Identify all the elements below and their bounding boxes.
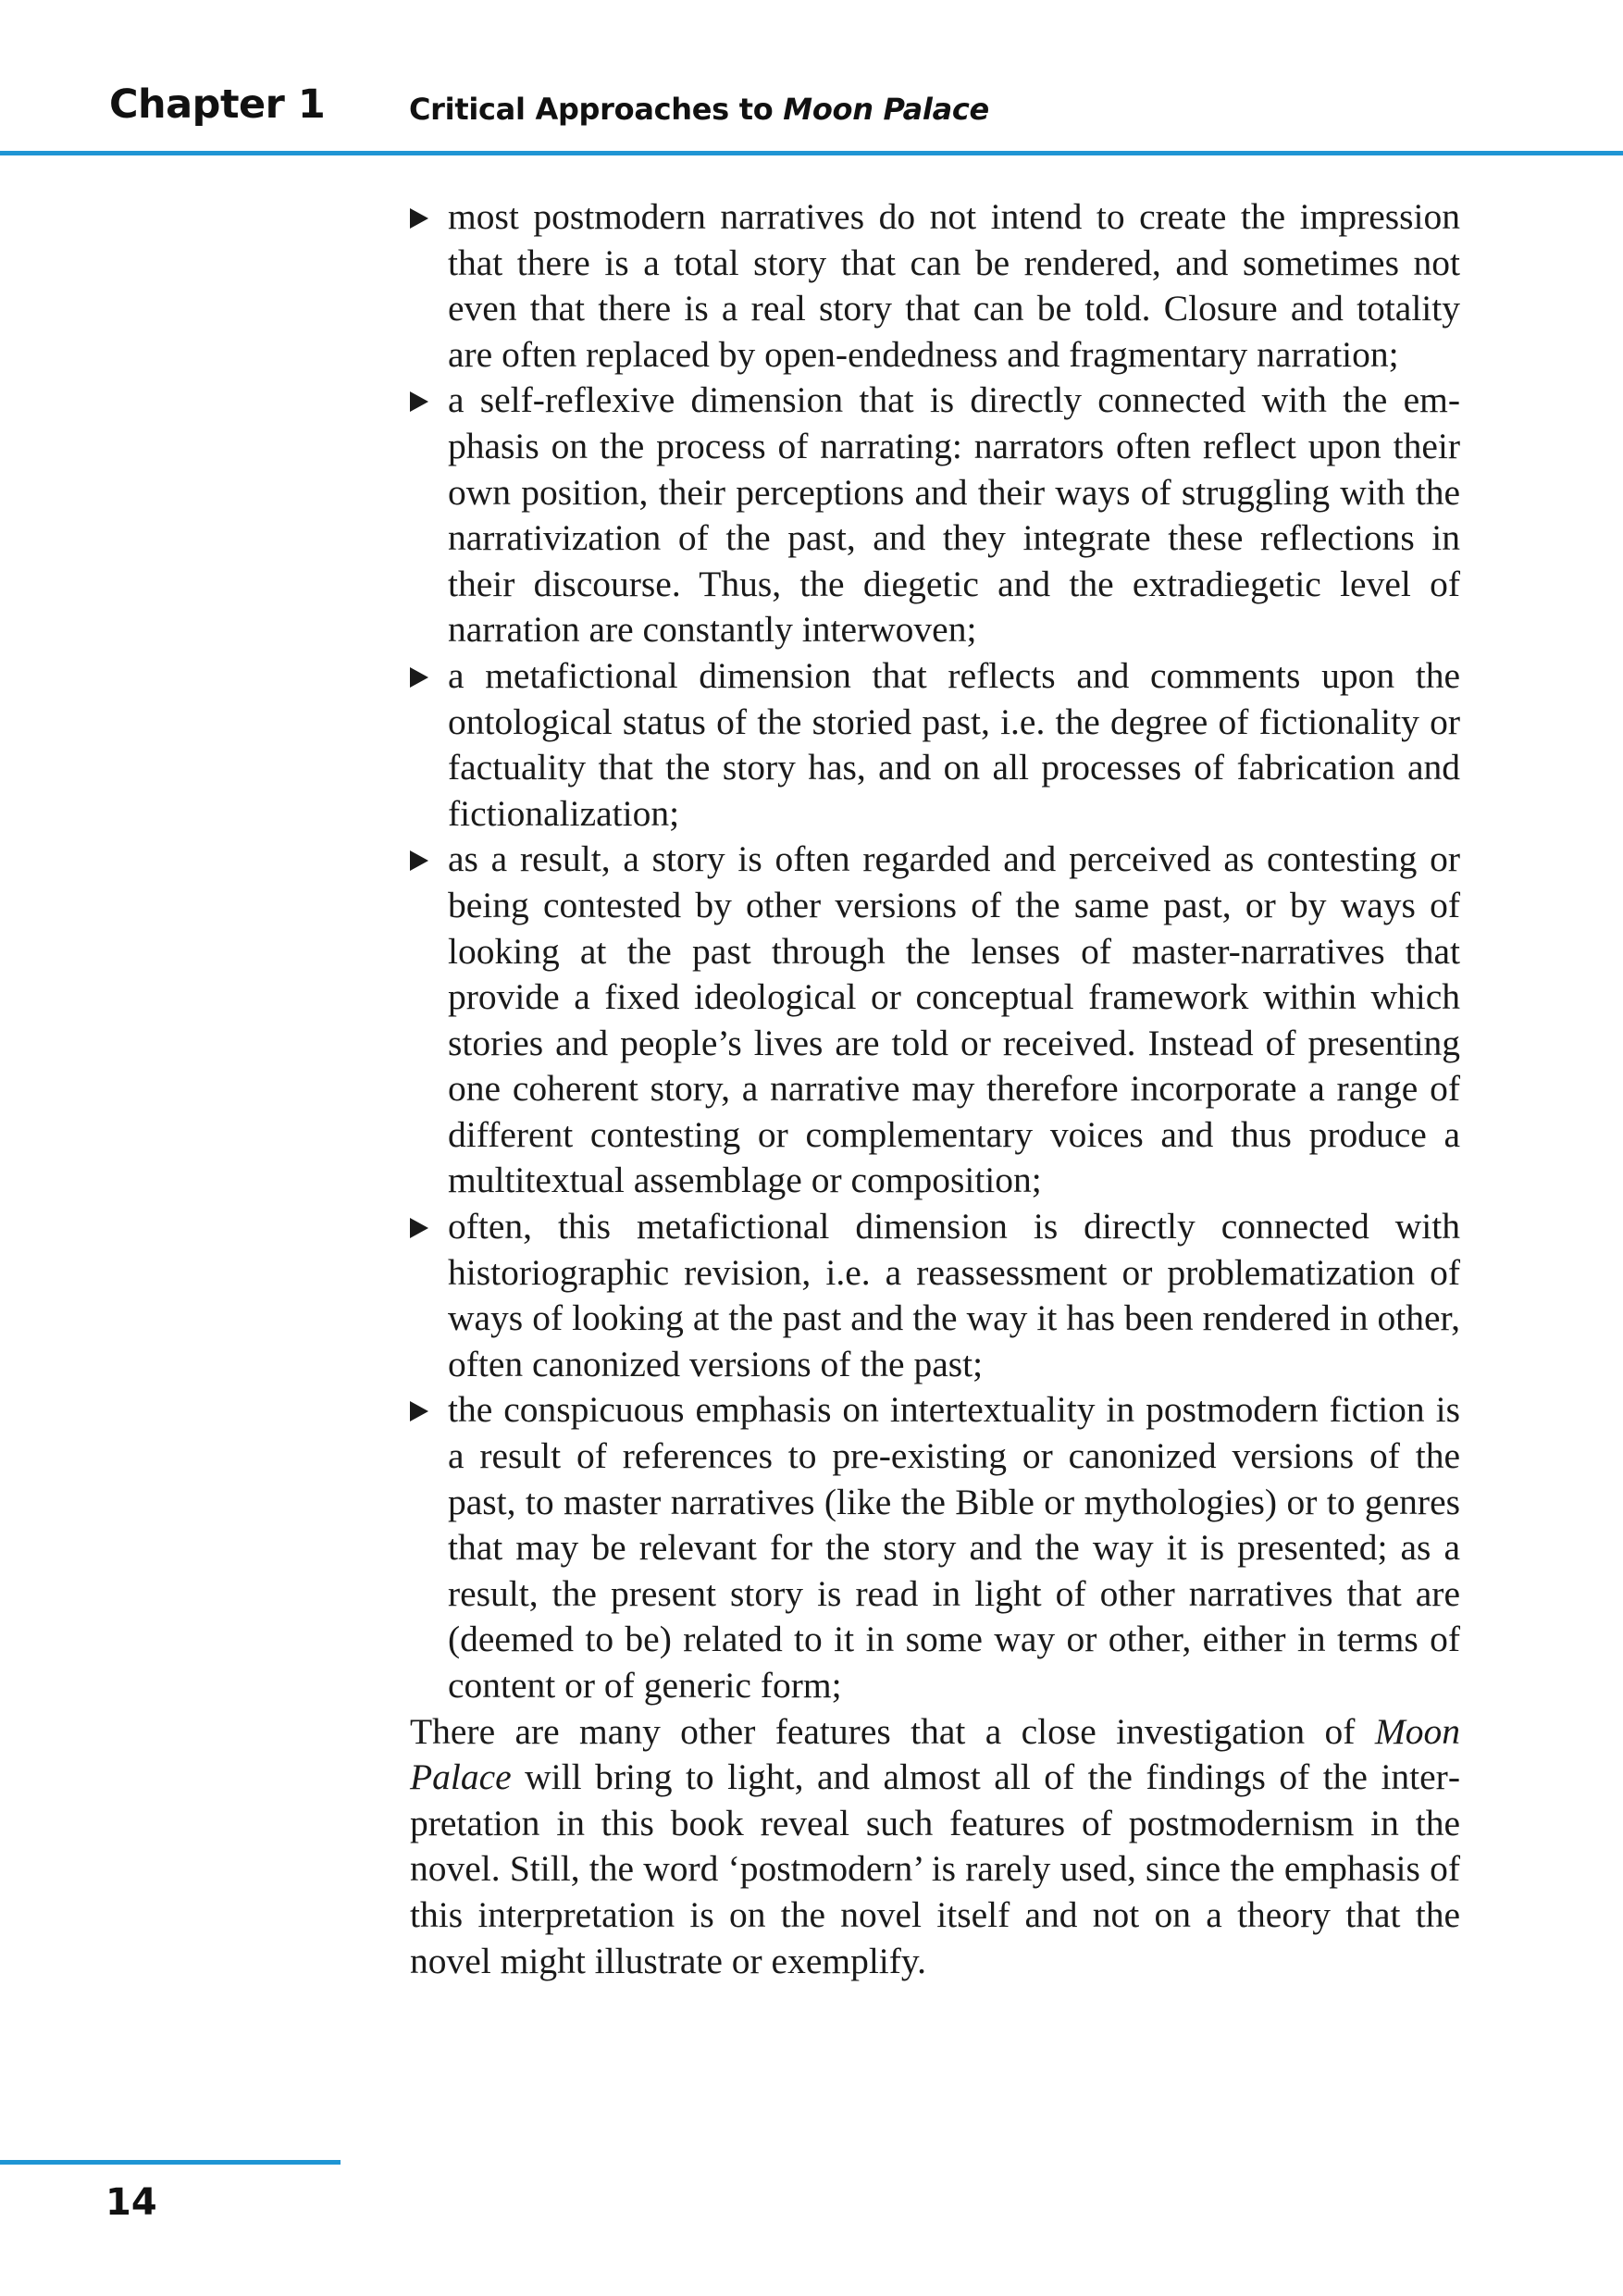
triangle-bullet-icon: [410, 1218, 428, 1238]
body-text: [410, 194, 1460, 1984]
triangle-bullet-icon: [410, 391, 428, 412]
bullet-item: [410, 1204, 1460, 1387]
bullet-text: most postmodern narratives do not intend to create the impression that there is a total story that can be rendered, and sometimes not even that there is a real story that can be told. Closure and totality are often replaced by open-endedness and fragmentary narration;: [448, 196, 1460, 375]
bullet-text: a self-reflexive dimension that is directly connected with the emphasis on the process of narrating: narrators often reflect upon their own position, their perceptions and their ways of struggling with the narrativization of the past, and they integrate these reflections in their discourse. Thus, the diegetic and the extradiegetic level of narration are constantly interwoven;: [448, 379, 1460, 651]
page-number: 14: [105, 2181, 157, 2224]
bullet-item: [410, 837, 1460, 1204]
bullet-item: [410, 194, 1460, 378]
running-title-book-name: Moon Palace: [783, 92, 989, 127]
triangle-bullet-icon: [410, 208, 428, 229]
bullet-item: [410, 1387, 1460, 1708]
bullet-list: [410, 194, 1460, 1709]
triangle-bullet-icon: [410, 850, 428, 871]
running-title: [409, 92, 989, 127]
running-title-prefix: Critical Approaches to: [409, 92, 784, 127]
triangle-bullet-icon: [410, 667, 428, 688]
bullet-text: often, this metafictional dimension is directly connected with historiographic revision, i.e. a reassessment or problematization of ways of looking at the past and the way it has been rendered in other, often canonized versions of the past;: [448, 1206, 1460, 1384]
page-header: [0, 0, 1623, 157]
bullet-item: [410, 378, 1460, 653]
chapter-label: Chapter 1: [109, 81, 326, 128]
triangle-bullet-icon: [410, 1401, 428, 1421]
closing-book-title: Moon Palace: [410, 1710, 1460, 1798]
bullet-text: as a result, a story is often regarded and perceived as contesting or being contested by other versions of the same past, or by ways of looking at the past through the lenses of master-narratives that provide a fixed ideological or conceptual framework within which stories and people’s lives are told or received. Instead of presenting one coherent story, a narrative may therefore incorporate a range of different contesting or complementary voices and thus produce a multitextual assemblage or composition;: [448, 838, 1460, 1201]
header-rule: [0, 151, 1623, 155]
closing-text-part-2: will bring to light, and almost all of the findings of the interpretation in this book reveal such features of postmodernism in the novel. Still, the word ‘postmodern’ is rarely used, since the emphasis of this interpretation is on the novel itself and not on a theory that the novel might illustrate or exemplify.: [410, 1756, 1460, 1981]
bullet-item: [410, 653, 1460, 837]
closing-paragraph: [410, 1709, 1460, 1985]
bullet-text: the conspicuous emphasis on intertextuality in postmodern fiction is a result of references to pre-existing or canonized versions of the past, to master narratives (like the Bible or mythologies) or to genres that may be relevant for the story and the way it is presented; as a result, the present story is read in light of other narratives that are (deemed to be) related to it in some way or other, either in terms of content or of generic form;: [448, 1389, 1460, 1706]
footer-rule: [0, 2160, 341, 2165]
closing-text-part-1: There are many other features that a close investigation of: [410, 1710, 1375, 1752]
bullet-text: a metafictional dimension that reflects and comments upon the ontological status of the storied past, i.e. the degree of fictionality or factuality that the story has, and on all processes of fabrication and fictionalization;: [448, 654, 1460, 834]
